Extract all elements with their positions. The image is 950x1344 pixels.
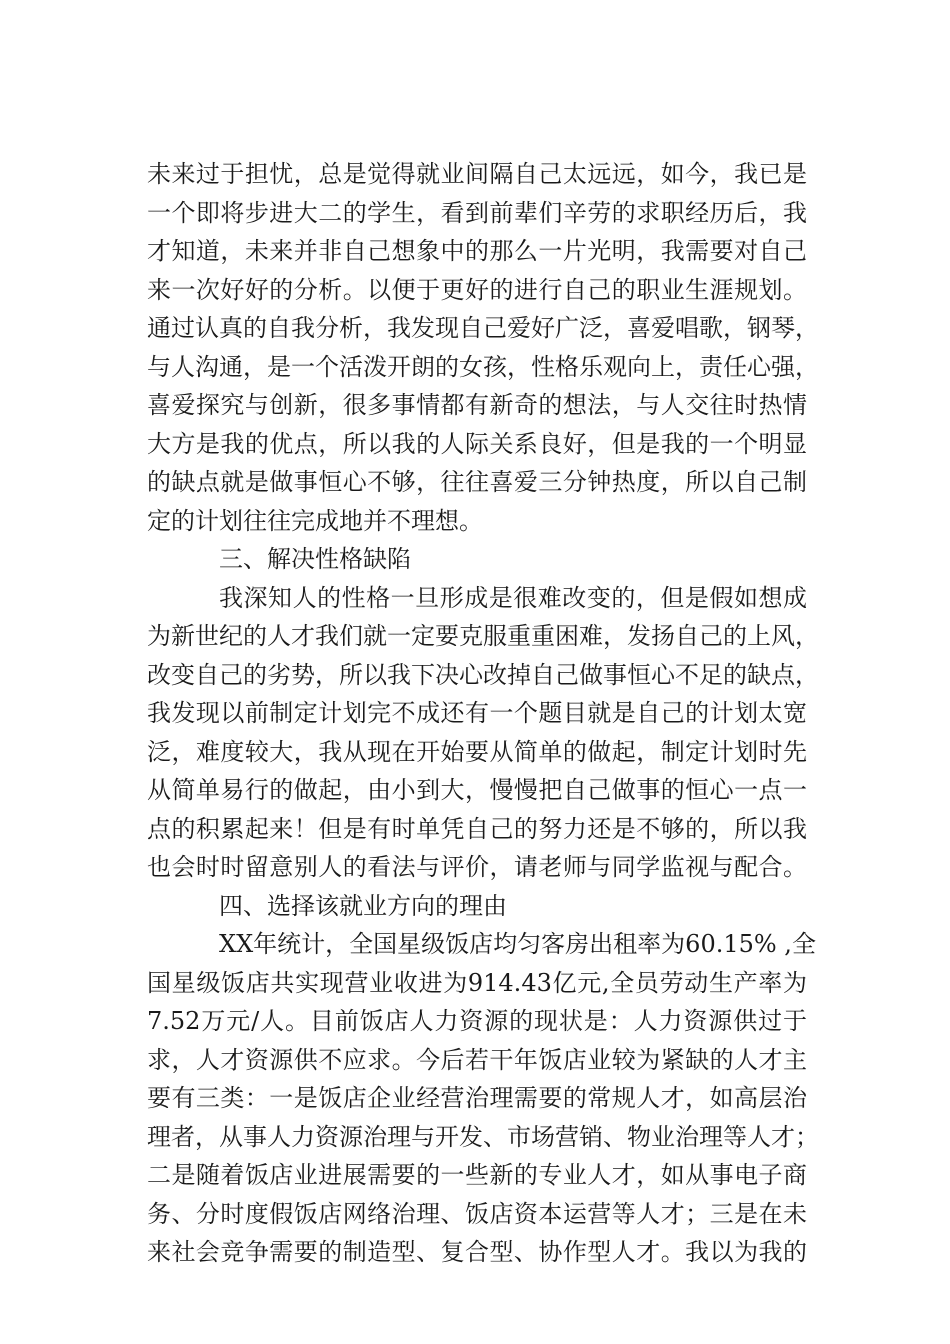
- paragraph-line: 国星级饭店共实现营业收进为914.43亿元,全员劳动生产率为: [147, 968, 807, 997]
- paragraph-line: 的缺点就是做事恒心不够，往往喜爱三分钟热度，所以自己制: [147, 468, 807, 496]
- paragraph-line: 求，人才资源供不应求。今后若干年饭店业较为紧缺的人才主: [147, 1045, 807, 1074]
- paragraph-line: 从简单易行的做起，由小到大，慢慢把自己做事的恒心一点一: [147, 776, 807, 804]
- paragraph-line: XX年统计，全国星级饭店均匀客房出租率为60.15% ,全: [219, 930, 816, 958]
- paragraph-line: 为新世纪的人才我们就一定要克服重重困难，发扬自己的上风，: [147, 622, 819, 650]
- paragraph-line: 一个即将步进大二的学生，看到前辈们辛劳的求职经历后，我: [147, 198, 807, 227]
- paragraph-line: 我发现以前制定计划完不成还有一个题目就是自己的计划太宽: [147, 699, 807, 727]
- paragraph-line: 要有三类：一是饭店企业经营治理需要的常规人才，如高层治: [147, 1084, 807, 1112]
- paragraph-line: 也会时时留意别人的看法与评价，请老师与同学监视与配合。: [147, 853, 807, 881]
- paragraph-line: 喜爱探究与创新，很多事情都有新奇的想法，与人交往时热情: [147, 391, 807, 419]
- paragraph-line: 改变自己的劣势，所以我下决心改掉自己做事恒心不足的缺点，: [147, 660, 819, 689]
- paragraph-line: 与人沟通，是一个活泼开朗的女孩，性格乐观向上，责任心强，: [147, 352, 819, 381]
- paragraph-line: 点的积累起来！但是有时单凭自己的努力还是不够的，所以我: [147, 814, 807, 843]
- paragraph-line: 定的计划往往完成地并不理想。: [147, 506, 483, 535]
- paragraph-line: 泛，难度较大，我从现在开始要从简单的做起，制定计划时先: [147, 737, 807, 766]
- document-body: [147, 155, 819, 1272]
- paragraph-line: 大方是我的优点，所以我的人际关系良好，但是我的一个明显: [147, 429, 807, 458]
- section-heading: 四、选择该就业方向的理由: [219, 891, 507, 920]
- paragraph-line: 通过认真的自我分析，我发现自己爱好广泛，喜爱唱歌，钢琴，: [147, 314, 819, 342]
- paragraph-line: 理者，从事人力资源治理与开发、市场营销、物业治理等人才；: [147, 1122, 819, 1151]
- paragraph-line: 7.52万元/人。目前饭店人力资源的现状是：人力资源供过于: [147, 1007, 807, 1035]
- paragraph-line: 来一次好好的分析。以便于更好的进行自己的职业生涯规划。: [147, 275, 807, 304]
- paragraph-line: 未来过于担忧，总是觉得就业间隔自己太远远，如今，我已是: [147, 160, 807, 188]
- section-heading: 三、解决性格缺陷: [219, 545, 411, 573]
- paragraph-line: 二是随着饭店业进展需要的一些新的专业人才，如从事电子商: [147, 1161, 807, 1189]
- paragraph-line: 我深知人的性格一旦形成是很难改变的，但是假如想成: [219, 583, 807, 612]
- paragraph-line: 来社会竞争需要的制造型、复合型、协作型人才。我以为我的: [147, 1238, 807, 1266]
- paragraph-line: 才知道，未来并非自己想象中的那么一片光明，我需要对自己: [147, 237, 807, 265]
- paragraph-line: 务、分时度假饭店网络治理、饭店资本运营等人才；三是在未: [147, 1199, 807, 1228]
